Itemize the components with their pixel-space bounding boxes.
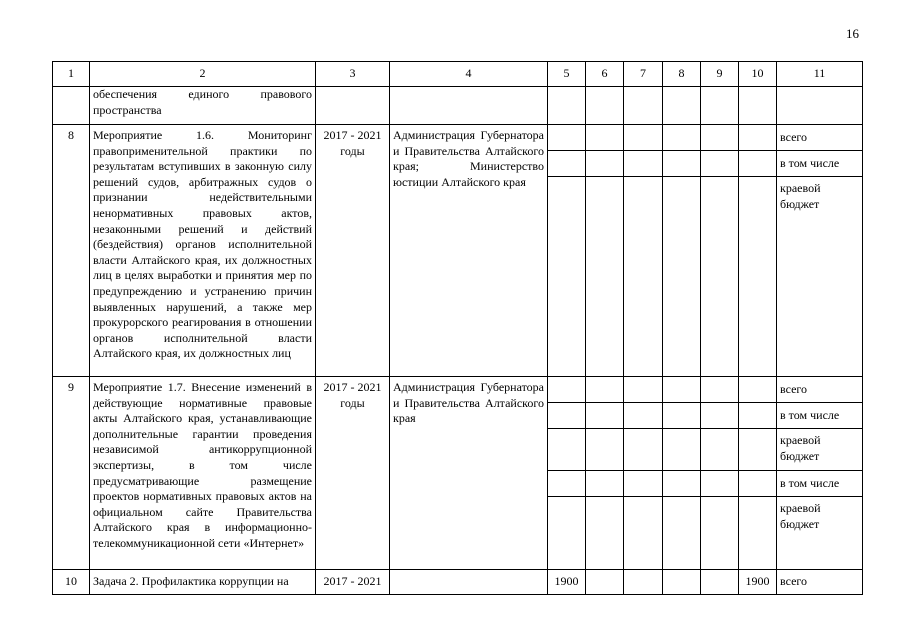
table-row-continued: [53, 87, 863, 125]
cell-source: в том числе: [777, 403, 863, 429]
cell-desc: Мероприятие 1.6. Мониторинг правоприменительной практики по результатам вступивших в законную силу решений судов, арбитражных судов о признании недействительными ненормативных правовых актов, незаконными решений и действий (бездействия) органов исполнительной власти Алтайского края, их должностных лиц в целях выработки и принятия мер по предупреждению и устранению причин выявленных нарушений, а также мер прокурорского реагирования в отношении органов исполнительной власти Алтайского края, их должностных лиц: [90, 125, 316, 377]
cell-years: 2017 - 2021 годы: [316, 125, 390, 377]
header-cell: 4: [390, 62, 548, 87]
header-cell: 9: [701, 62, 739, 87]
header-cell: 11: [777, 62, 863, 87]
cell-source: в том числе: [777, 151, 863, 177]
table-row-9: [53, 377, 863, 403]
cell-exec: Администрация Губернатора и Правительства Алтайского края: [390, 377, 548, 570]
header-cell: 3: [316, 62, 390, 87]
cell-col10: 1900: [739, 570, 777, 595]
cell-num: 10: [53, 570, 90, 595]
header-cell: 7: [624, 62, 663, 87]
header-cell: 8: [663, 62, 701, 87]
program-table: [52, 61, 863, 595]
cell-exec: Администрация Губернатора и Правительства Алтайского края; Министерство юстиции Алтайского края: [390, 125, 548, 377]
header-cell: 5: [548, 62, 586, 87]
cell-years: 2017 - 2021: [316, 570, 390, 595]
cell-desc: обеспечения единого правового пространства: [90, 87, 316, 125]
cell-source: [777, 87, 863, 125]
table-row-10: [53, 570, 863, 595]
cell-years: 2017 - 2021 годы: [316, 377, 390, 570]
cell-source: краевой бюджет: [777, 177, 863, 377]
cell-source: в том числе: [777, 471, 863, 497]
header-cell: 10: [739, 62, 777, 87]
table-row-8: [53, 125, 863, 151]
cell-num: [53, 87, 90, 125]
cell-source: всего: [777, 125, 863, 151]
cell-num: 8: [53, 125, 90, 377]
cell-source: всего: [777, 570, 863, 595]
cell-exec: [390, 570, 548, 595]
header-cell: 2: [90, 62, 316, 87]
cell-exec: [390, 87, 548, 125]
header-cell: 1: [53, 62, 90, 87]
cell-num: 9: [53, 377, 90, 570]
cell-desc: Задача 2. Профилактика коррупции на: [90, 570, 316, 595]
cell-years: [316, 87, 390, 125]
cell-source: краевой бюджет: [777, 429, 863, 471]
header-row: [53, 62, 863, 87]
cell-source: краевой бюджет: [777, 497, 863, 570]
header-cell: 6: [586, 62, 624, 87]
cell-source: всего: [777, 377, 863, 403]
cell-col5: 1900: [548, 570, 586, 595]
cell-desc: Мероприятие 1.7. Внесение изменений в действующие нормативные правовые акты Алтайского края, устанавливающие дополнительные гарантии проведения независимой антикоррупционной экспертизы, в том числе предусматривающие размещение проектов нормативных правовых актов на официальном сайте Правительства Алтайского края в информационно-телекоммуникационной сети «Интернет»: [90, 377, 316, 570]
page-number: 16: [846, 26, 859, 41]
